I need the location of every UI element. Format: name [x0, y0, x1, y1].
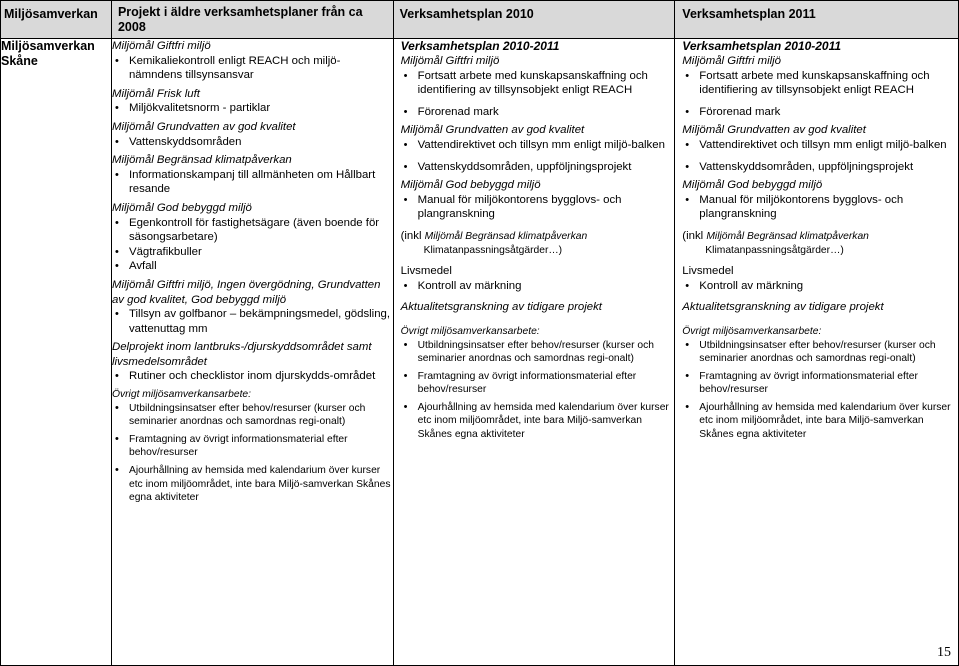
list-item: • Vattenskyddsområden, uppföljningsprojekt — [401, 160, 675, 175]
other-work-title: Övrigt miljösamverkansarbete: — [400, 325, 540, 337]
goal-list — [112, 168, 393, 197]
goal-title: Miljömål God bebyggd miljö — [111, 201, 252, 214]
goal-list — [401, 69, 675, 120]
goal-list — [682, 138, 958, 174]
list-item: • Egenkontroll för fastighetsägare (även boende för säsongsarbetare) — [112, 216, 393, 245]
page-number: 15 — [937, 645, 951, 660]
list-item: • Ajourhållning av hemsida med kalendarium över kurser etc inom miljöområdet, inte bara Miljö-samverkan Skånes egna aktiviteter — [112, 464, 393, 505]
list-item: • Utbildningsinsatser efter behov/resurser (kurser och seminarier anordnas och samordnas regi-onalt) — [401, 339, 675, 366]
goal-list — [682, 69, 958, 120]
plan-title: Verksamhetsplan 2010-2011 — [400, 39, 560, 53]
inkl-line2: Klimatanpassningsåtgärder…) — [705, 244, 844, 256]
inkl-note — [401, 229, 675, 244]
inkl-line2: Klimatanpassningsåtgärder…) — [423, 244, 563, 256]
list-item: • Informationskampanj till allmänheten om Hållbart resande — [112, 168, 393, 197]
plan-title: Verksamhetsplan 2010-2011 — [682, 39, 842, 53]
list-item: • Kontroll av märkning — [401, 279, 675, 294]
goal-title: Miljömål God bebyggd miljö — [400, 179, 541, 192]
list-item: • Kontroll av märkning — [682, 279, 958, 294]
list-item: • Vattendirektivet och tillsyn mm enligt miljö-balken — [401, 138, 675, 153]
goal-title: Miljömål Frisk luft — [111, 87, 200, 100]
row-label: Miljösamverkan Skåne — [1, 39, 112, 666]
goal-title: Miljömål Grundvatten av god kvalitet — [400, 124, 585, 137]
list-item: • Framtagning av övrigt informationsmaterial efter behov/resurser — [112, 433, 393, 460]
goal-title: Miljömål Giftfri miljö — [682, 55, 782, 67]
body-row — [1, 39, 959, 666]
goal-list — [112, 369, 393, 384]
goal-list — [112, 54, 393, 83]
goal-list — [112, 135, 393, 150]
goal-title: Livsmedel — [400, 265, 452, 278]
list-item: • Utbildningsinsatser efter behov/resurser (kurser och seminarier anordnas och samordnas regi-onalt) — [682, 339, 958, 366]
list-item: • Förorenad mark — [401, 105, 675, 120]
list-item: • Kemikaliekontroll enligt REACH och miljö-nämndens tillsynsansvar — [112, 54, 393, 83]
list-item: • Tillsyn av golfbanor – bekämpningsmedel, gödsling, vattenuttag mm — [112, 307, 393, 336]
header-plan-2010: Verksamhetsplan 2010 — [393, 1, 675, 39]
goal-title: Miljömål Giftfri miljö, Ingen övergödning, Grundvatten av god kvalitet, God bebyggd miljö — [111, 278, 381, 306]
list-item: • Vägtrafikbuller — [112, 245, 393, 260]
other-work-title: Övrigt miljösamverkansarbete: — [682, 325, 822, 337]
plan-2011-cell — [675, 39, 959, 666]
goal-list — [112, 307, 393, 336]
inkl-prefix: (inkl — [400, 229, 425, 242]
list-item: • Manual för miljökontorens bygglovs- och plangranskning — [682, 193, 958, 222]
list-item: • Ajourhållning av hemsida med kalendarium över kurser etc inom miljöområdet, inte bara Miljö-samverkan Skånes egna aktiviteter — [682, 401, 958, 442]
list-item: • Manual för miljökontorens bygglovs- och plangranskning — [401, 193, 675, 222]
other-work-list — [112, 402, 393, 505]
goal-list — [401, 138, 675, 174]
inkl-note — [682, 229, 958, 244]
older-projects-cell — [111, 39, 393, 666]
goal-title: Aktualitetsgranskning av tidigare projekt — [682, 301, 884, 314]
list-item: • Avfall — [112, 259, 393, 274]
list-item: • Vattendirektivet och tillsyn mm enligt miljö-balken — [682, 138, 958, 153]
header-row — [1, 1, 959, 39]
list-item: • Vattenskyddsområden, uppföljningsprojekt — [682, 160, 958, 175]
list-item: • Rutiner och checklistor inom djurskydds-området — [112, 369, 393, 384]
other-work-list — [682, 339, 958, 442]
header-plan-2011: Verksamhetsplan 2011 — [675, 1, 959, 39]
list-item: • Fortsatt arbete med kunskapsanskaffning och identifiering av tillsynsobjekt enligt REACH — [682, 69, 958, 98]
goal-title: Miljömål Giftfri miljö — [400, 55, 500, 67]
goal-title: Livsmedel — [682, 265, 734, 278]
inkl-goal: Miljömål Begränsad klimatpåverkan — [706, 230, 869, 242]
list-item: • Ajourhållning av hemsida med kalendarium över kurser etc inom miljöområdet, inte bara Miljö-samverkan Skånes egna aktiviteter — [401, 401, 675, 442]
subproject-title: Delprojekt inom lantbruks-/djurskyddsområdet samt livsmedelsområdet — [111, 341, 372, 368]
goal-list — [112, 216, 393, 274]
other-work-list — [401, 339, 675, 442]
header-older-projects: Projekt i äldre verksamhetsplaner från ca 2008 — [111, 1, 393, 39]
goal-title: Miljömål Grundvatten av god kvalitet — [111, 120, 296, 133]
goal-title: Aktualitetsgranskning av tidigare projekt — [400, 301, 602, 314]
goal-list — [401, 279, 675, 294]
list-item: • Fortsatt arbete med kunskapsanskaffning och identifiering av tillsynsobjekt enligt REACH — [401, 69, 675, 98]
goal-title: Miljömål Giftfri miljö — [111, 40, 211, 52]
list-item: • Utbildningsinsatser efter behov/resurser (kurser och seminarier anordnas och samordnas regi-onalt) — [112, 402, 393, 429]
header-organisation: Miljösamverkan — [1, 1, 112, 39]
goal-title: Miljömål Grundvatten av god kvalitet — [682, 124, 866, 137]
inkl-goal: Miljömål Begränsad klimatpåverkan — [424, 230, 588, 242]
goal-title: Miljömål God bebyggd miljö — [682, 179, 823, 192]
goal-list — [112, 101, 393, 116]
plan-2010-cell — [393, 39, 675, 666]
other-work-title: Övrigt miljösamverkansarbete: — [111, 389, 252, 401]
goal-list — [682, 279, 958, 294]
list-item: • Vattenskyddsområden — [112, 135, 393, 150]
goal-list — [401, 193, 675, 222]
goal-title: Miljömål Begränsad klimatpåverkan — [111, 154, 292, 167]
list-item: • Framtagning av övrigt informationsmaterial efter behov/resurser — [682, 370, 958, 397]
list-item: • Förorenad mark — [682, 105, 958, 120]
inkl-prefix: (inkl — [682, 229, 707, 242]
list-item: • Miljökvalitetsnorm - partiklar — [112, 101, 393, 116]
goal-list — [682, 193, 958, 222]
list-item: • Framtagning av övrigt informationsmaterial efter behov/resurser — [401, 370, 675, 397]
